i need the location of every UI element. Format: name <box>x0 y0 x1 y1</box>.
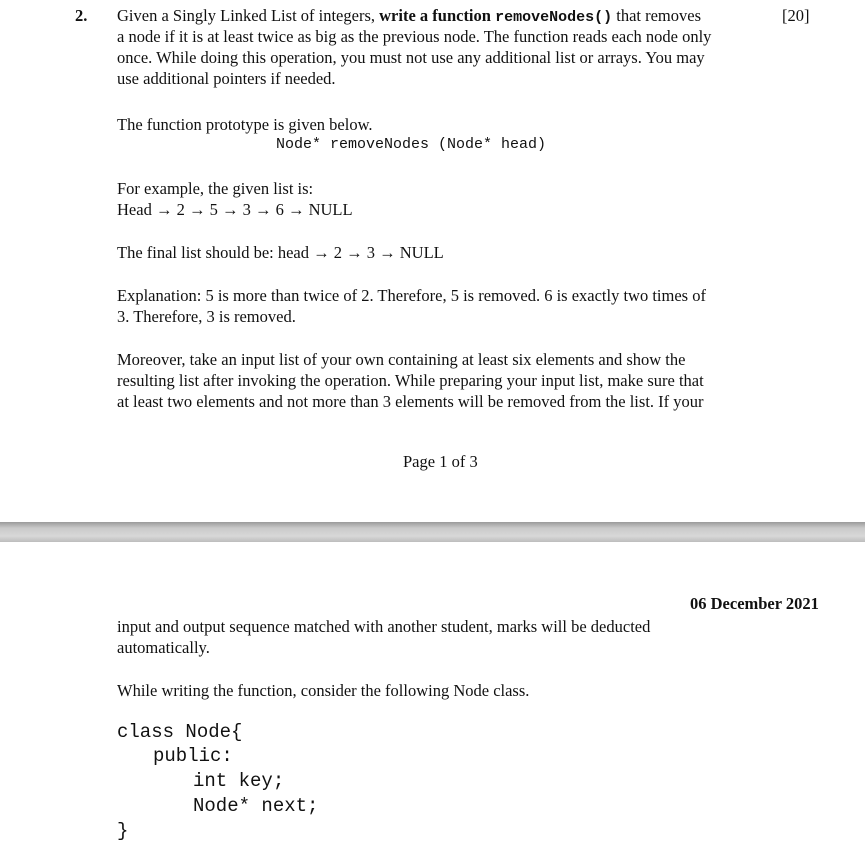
example-intro: For example, the given list is: <box>117 179 314 198</box>
example-list: Head → 2 → 5 → 3 → 6 → NULL <box>117 200 353 219</box>
explanation-line1: Explanation: 5 is more than twice of 2. Therefore, 5 is removed. 6 is exactly two times of <box>117 286 706 305</box>
question-marks: [20] <box>782 6 810 25</box>
para1-line4: use additional pointers if needed. <box>117 69 336 88</box>
page-footer: Page 1 of 3 <box>403 452 478 471</box>
prototype-intro: The function prototype is given below. <box>117 115 373 134</box>
function-prototype: Node* removeNodes (Node* head) <box>276 136 547 153</box>
explanation-line2: 3. Therefore, 3 is removed. <box>117 307 296 326</box>
moreover-line1: Moreover, take an input list of your own containing at least six elements and show the <box>117 350 686 369</box>
code-line-close: } <box>117 820 129 842</box>
code-line-next: Node* next; <box>193 795 319 817</box>
page-2 <box>0 542 865 850</box>
code-line-key: int key; <box>193 770 285 792</box>
final-list: The final list should be: head → 2 → 3 → NULL <box>117 243 444 262</box>
node-class-intro: While writing the function, consider the following Node class. <box>117 681 530 700</box>
continued-line1: input and output sequence matched with another student, marks will be deducted <box>117 617 651 636</box>
moreover-line3: at least two elements and not more than 3 elements will be removed from the list. If your <box>117 392 704 411</box>
para1-line2: a node if it is at least twice as big as the previous node. The function reads each node only <box>117 27 712 46</box>
para1-line1: Given a Singly Linked List of integers, write a function removeNodes() that removes <box>117 6 701 26</box>
page-separator <box>0 522 865 542</box>
moreover-line2: resulting list after invoking the operation. While preparing your input list, make sure that <box>117 371 704 390</box>
code-line-class: class Node{ <box>117 721 243 743</box>
para1-line3: once. While doing this operation, you must not use any additional list or arrays. You may <box>117 48 705 67</box>
code-line-public: public: <box>153 745 233 767</box>
continued-line2: automatically. <box>117 638 210 657</box>
function-name: removeNodes() <box>495 9 613 26</box>
question-number: 2. <box>75 6 88 25</box>
write-a-function: write a function <box>379 6 491 25</box>
page-date: 06 December 2021 <box>690 594 819 613</box>
